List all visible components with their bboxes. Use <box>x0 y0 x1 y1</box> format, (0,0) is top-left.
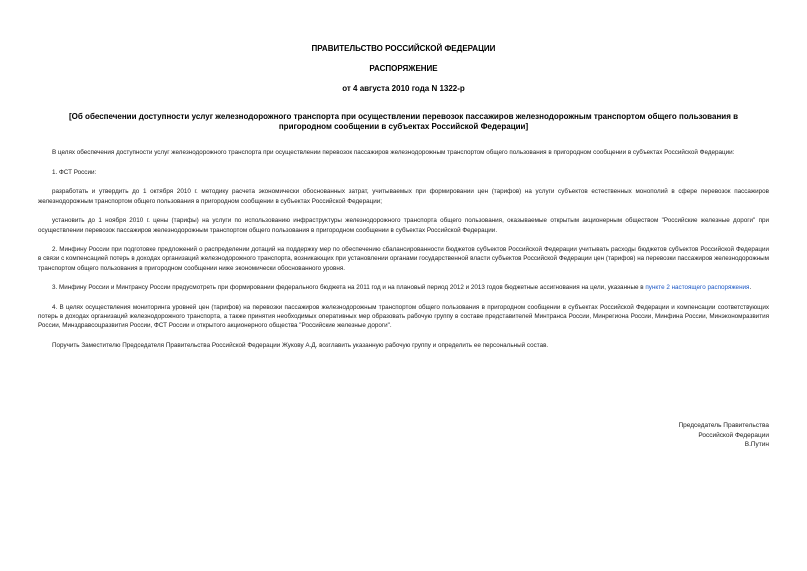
paragraph-item-4: 4. В целях осуществления мониторинга уровней цен (тарифов) на перевозки пассажиров железнодорожным транспортом общего пользования в пригородном сообщении в субъектах Российской Федерации и компенсации соответствующих потерь в доходах организаций железнодорожного транспорта, а также принятия необходимых оперативных мер образовать рабочую группу в составе представителей Минтранса России, Минрегиона России, Минфина России, Минэкономразвития России, Минздравсоцразвития России, ФСТ России и открытого акционерного общества "Российские железные дороги". <box>38 304 769 330</box>
paragraph-final: Поручить Заместителю Председателя Правительства Российской Федерации Жукову А.Д. возглавить указанную рабочую группу и определить ее персональный состав. <box>52 342 549 350</box>
document-title: [Об обеспечении доступности услуг железнодорожного транспорта при осуществлении перевозок пассажиров железнодорожным транспортом общего пользования в пригородном сообщении в субъектах Российской Федерации] <box>69 112 738 131</box>
paragraph-item-3-text: 3. Минфину России и Минтрансу России предусмотреть при формировании федерального бюджета на 2011 год и на плановый период 2012 и 2013 годов бюджетные ассигнования на цели, указанные в <box>52 284 646 292</box>
point-2-link[interactable]: пункте 2 настоящего распоряжения <box>645 284 750 292</box>
paragraph-item-3-end: . <box>749 284 752 292</box>
paragraph-intro: В целях обеспечения доступности услуг железнодорожного транспорта при осуществлении перевозок пассажиров железнодорожным транспортом общего пользования в пригородном сообщении в субъектах Российской Федерации: <box>52 149 735 156</box>
paragraph-item-1b: установить до 1 ноября 2010 г. цены (тарифы) на услуги по использованию инфраструктуры железнодорожного транспорта общего пользования, оказываемые открытым акционерным обществом "Российские железные дороги" при осуществлении перевозок пассажиров железнодорожным транспортом общего пользования в пригородном сообщении в субъектах Российской Федерации. <box>38 217 769 234</box>
document-page <box>38 44 769 361</box>
paragraph-item-3 <box>38 283 769 292</box>
signature-position-line-2: Российской Федерации <box>698 431 769 439</box>
signature-name: В.Путин <box>744 441 769 448</box>
paragraph-item-2: 2. Минфину России при подготовке предложений о распределении дотаций на поддержку мер по обеспечению сбалансированности бюджетов субъектов Российской Федерации учитывать расходы бюджетов субъектов Российской Федерации в связи с компенсацией потерь в доходах организаций железнодорожного транспорта, возникающих при установлении органами государственной власти субъектов Российской Федерации цен (тарифов) на перевозки пассажиров железнодорожным транспортом общего пользования в пригородном сообщении ниже экономически обоснованного уровня. <box>38 246 769 272</box>
document-body <box>38 148 769 350</box>
document-date-number: от 4 августа 2010 года N 1322-р <box>342 84 465 93</box>
government-heading: ПРАВИТЕЛЬСТВО РОССИЙСКОЙ ФЕДЕРАЦИИ <box>311 44 496 53</box>
paragraph-item-1: 1. ФСТ России: <box>52 168 97 176</box>
paragraph-item-1a: разработать и утвердить до 1 октября 2010 г. методику расчета экономически обоснованных затрат, учитываемых при формировании цен (тарифов) на услуги субъектов естественных монополий в сфере перевозок пассажиров железнодорожным транспортом общего пользования в пригородном сообщении в субъектах Российской Федерации; <box>38 188 769 205</box>
document-type-heading: РАСПОРЯЖЕНИЕ <box>369 64 438 73</box>
signature-position-line-1: Председатель Правительства <box>678 422 769 429</box>
signature-block <box>678 421 769 450</box>
